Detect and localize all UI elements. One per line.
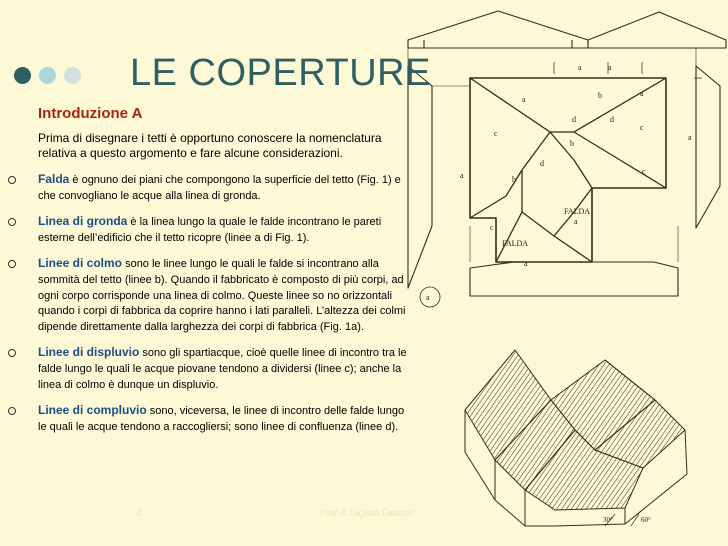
definition-linee-di-colmo	[38, 256, 410, 335]
definition-list	[38, 172, 410, 435]
term-label: Falda	[38, 172, 70, 186]
definition-falda	[38, 172, 410, 204]
callout-a-label: a	[426, 293, 430, 302]
svg-text:b: b	[512, 175, 516, 184]
term-label: Linea di gronda	[38, 214, 128, 229]
left-elevation	[408, 66, 432, 288]
svg-text:a: a	[578, 63, 582, 72]
svg-text:a: a	[522, 95, 526, 104]
dot-pale	[64, 67, 81, 84]
subtitle: Introduzione A	[38, 105, 143, 122]
ridge-lines	[470, 78, 666, 262]
svg-text:d: d	[572, 115, 576, 124]
term-description: è ognuno dei piani che compongono la superficie del tetto (Fig. 1) e che convogliano le acque alla linea di gronda.	[38, 174, 401, 202]
term-description: sono le linee lungo le quali le falde si incontrano alla sommità del tetto (linee b). Quando il fabbricato è composto di più corpi, ad ogni corpo corrisponde una linea di colmo. Queste linee so no orizzontali quando i corpi di fabbrica da coprire hanno i lati paralleli. L’altezza dei colmi dipende direttamente dalla larghezza dei corpi di fabbrica (Fig. 1a).	[38, 258, 406, 333]
angle-30-label: 30°	[603, 516, 613, 524]
axonometric-roof-figure	[455, 340, 723, 530]
top-elevation	[408, 11, 588, 48]
svg-text:c: c	[642, 167, 646, 176]
bullet-dots	[14, 67, 81, 84]
falda-label-1: FALDA	[564, 207, 591, 216]
definition-linee-di-compluvio	[38, 403, 410, 435]
page-number: 4	[136, 508, 142, 519]
falda-label-2: FALDA	[502, 239, 529, 248]
definition-linee-di-displuvio	[38, 345, 410, 393]
intro-paragraph: Prima di disegnare i tetti è opportuno conoscere la nomenclatura relativa a questo argomento e fare alcune considerazioni.	[38, 131, 382, 160]
dot-light-blue	[39, 67, 56, 84]
svg-text:a: a	[574, 217, 578, 226]
term-description: è la linea lungo la quale le falde incontrano le pareti esterne dell’edificio che il tetto ricopre (linee a di Fig. 1).	[38, 216, 382, 244]
svg-text:b: b	[598, 91, 602, 100]
svg-text:a: a	[640, 89, 644, 98]
definition-linea-di-gronda	[38, 214, 410, 246]
text-column	[38, 105, 410, 445]
term-description: sono gli spartiacque, cioè quelle linee di incontro tra le falde lungo le quali le acque piovane tendono a dividersi (linee c); anche la linea di colmo è dunque un displuvio.	[38, 347, 407, 391]
slide-title: LE COPERTURE	[130, 52, 431, 94]
bottom-elevation	[470, 262, 678, 296]
svg-text:b: b	[570, 139, 574, 148]
svg-text:d: d	[540, 159, 544, 168]
footer-text: Prof. A.Gigliotti Fabrizio	[320, 508, 415, 518]
callout-a-circle	[420, 287, 440, 307]
angle-60-label: 60°	[641, 516, 651, 524]
svg-text:c: c	[490, 223, 494, 232]
svg-text:a: a	[524, 259, 528, 268]
svg-text:c: c	[494, 129, 498, 138]
svg-text:d: d	[610, 115, 614, 124]
term-label: Linee di displuvio	[38, 345, 140, 360]
term-description: sono, viceversa, le linee di incontro delle falde lungo le quali le acque tendono a raccogliersi; sono linee di confluenza (linee d).	[38, 405, 405, 433]
dot-dark	[14, 67, 31, 84]
svg-text:a: a	[460, 171, 464, 180]
term-label: Linee di compluvio	[38, 403, 147, 418]
svg-text:a: a	[688, 133, 692, 142]
svg-text:a: a	[608, 63, 612, 72]
term-label: Linee di colmo	[38, 256, 123, 271]
svg-text:c: c	[640, 123, 644, 132]
right-elevation	[696, 66, 720, 228]
roof-plan-figure	[404, 0, 728, 312]
top-right-elevation	[588, 12, 726, 48]
